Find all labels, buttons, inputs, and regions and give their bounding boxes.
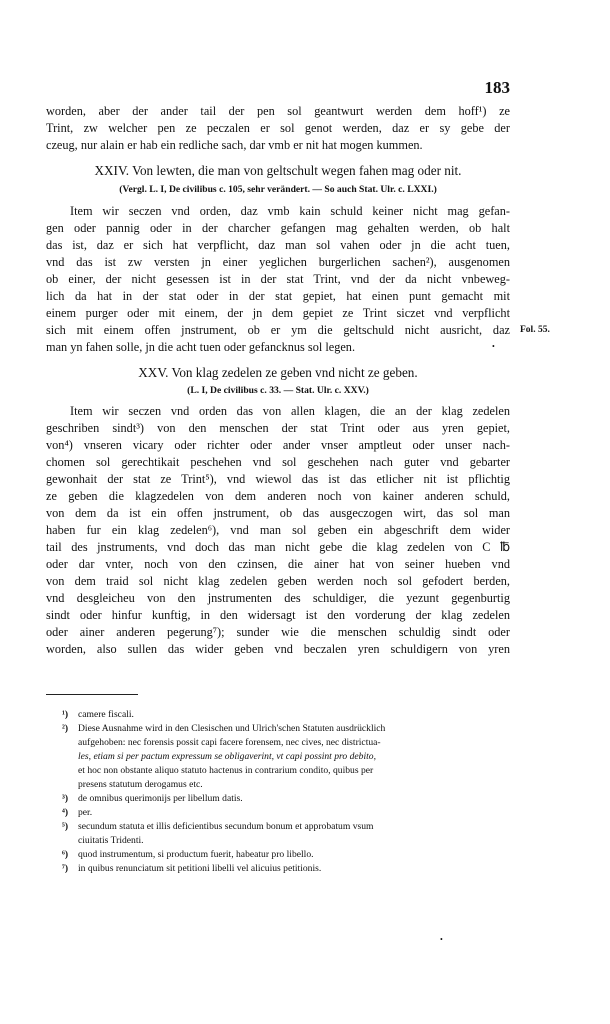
text-line: sindt oder hinfur kunftig, in den widersagt ist den vorderung der klag zedelen bbox=[46, 608, 510, 622]
footnote-continuation: presens statutum derogamus etc. bbox=[78, 779, 203, 790]
text-line: ob einer, der nicht gesessen ist in der stat Trint, vnd der da nicht vnbeweg- bbox=[46, 272, 510, 286]
footnote bbox=[62, 806, 512, 819]
text-line: ze geben die klagzedelen von dem anderen noch von kainer anderen schuld, bbox=[46, 489, 510, 503]
text-line: chomen sol gerechtikait peschehen vnd sol geschehen nach guter vnd gebarter bbox=[46, 455, 510, 469]
text-line: gewonhait der stat ze Trint⁵), vnd wiewol das ist das etlicher nit ist pflichtig bbox=[46, 472, 510, 486]
text-line: das ist, daz er sich hat verpflicht, daz man sol vahen oder jn die acht tuen, bbox=[46, 238, 510, 252]
text-line: von dem traid sol nicht klag zedelen geben werden noch sol gefodert berden, bbox=[46, 574, 510, 588]
text-line: von dem da ist ein offen jnstrument, ob das ausgeczogen wirt, das sol man bbox=[46, 506, 510, 520]
footnote-text: Diese Ausnahme wird in den Clesischen und Ulrich'schen Statuten ausdrücklich bbox=[78, 723, 386, 734]
footnote bbox=[62, 708, 512, 721]
footnote-mark: ⁴) bbox=[62, 807, 69, 818]
text-line: worden, aber der ander tail der pen sol geantwurt werden dem hoff¹) ze bbox=[46, 104, 510, 118]
margin-note: Fol. 55. bbox=[520, 325, 550, 335]
footnote-text: quod instrumentum, si productum fuerit, habeatur pro libello. bbox=[78, 849, 314, 860]
footnote-continuation: et hoc non obstante aliquo statuto hactenus in contrarium condito, quibus per bbox=[78, 765, 374, 776]
footnote bbox=[62, 792, 512, 805]
footnote-continuation: aufgehoben: nec forensis possit capi facere forensem, nec cives, nec districtua- bbox=[78, 737, 381, 748]
footnote bbox=[62, 722, 512, 735]
text-line: man yn fahen solle, jn die acht tuen oder gefancknus sol legen. bbox=[46, 340, 356, 354]
footnote bbox=[62, 820, 512, 833]
bottom-mark: • bbox=[440, 935, 443, 944]
footnote-rule bbox=[46, 694, 138, 695]
text-line: vnd desgleicheu von den jnstrumenten des schuldiger, die yezunt gegenburtig bbox=[46, 591, 510, 605]
footnote-text: secundum statuta et illis deficientibus secundum bonum et approbatum vsum bbox=[78, 821, 374, 832]
text-line: Trint, zw welcher pen ze peczalen er sol genot werden, daz er sy gebe der bbox=[46, 121, 510, 135]
section-heading: XXV. Von klag zedelen ze geben vnd nicht ze geben. bbox=[138, 365, 418, 380]
footnote-mark: ³) bbox=[62, 793, 69, 804]
text-line: haben fur ein klag zedelen⁶), vnd man sol geben ein abgeschrift dem wider bbox=[46, 523, 510, 537]
footnote bbox=[62, 862, 512, 875]
text-line: gen oder pannig oder in der charcher gefangen mag gehalten werden, ob halt bbox=[46, 221, 510, 235]
footnote-mark: ¹) bbox=[62, 709, 69, 720]
footnote-mark: ⁷) bbox=[62, 863, 69, 874]
footnote bbox=[62, 848, 512, 861]
text-line: von⁴) vnseren vicary oder richter oder ander vnser amptleut oder unser nach- bbox=[46, 438, 510, 452]
section-heading: XXIV. Von lewten, die man von geltschult wegen fahen mag oder nit. bbox=[94, 163, 462, 178]
footnote-text: de omnibus querimonijs per libellum datis. bbox=[78, 793, 243, 804]
text-line: vnd das ist zw versten jn einer yeglichen burgerlichen sachen²), ausgenomen bbox=[46, 255, 510, 269]
text-line: sich mit einem offen jnstrument, ob er ym die geltschuld nicht ausricht, daz bbox=[46, 323, 510, 337]
text-line: tail des jnstruments, vnd doch das man nicht gebe die klag zedelen von C ℔ bbox=[46, 540, 510, 554]
section-reference: (L. I, De civilibus c. 33. — Stat. Ulr. c. XXV.) bbox=[187, 385, 369, 396]
bullet-mark: • bbox=[492, 342, 495, 351]
footnote-continuation: ciuitatis Tridenti. bbox=[78, 835, 144, 846]
text-line: worden, also sullen das wider geben vnd beczalen yren schuldigern von yren bbox=[46, 642, 510, 656]
text-line: oder dar vnter, noch von den czinsen, die ainer hat von seiner hueben vnd bbox=[46, 557, 510, 571]
footnote-mark: ⁶) bbox=[62, 849, 69, 860]
text-line: czeug, nur alain er hab ein redliche sach, dar vmb er nit hat mogen kummen. bbox=[46, 138, 423, 152]
text-line: einem purger oder mit einem, der jn dem gepiet ze Trint siczet vnd verpflicht bbox=[46, 306, 510, 320]
text-line: Item wir seczen vnd orden das von allen klagen, die an der klag zedelen bbox=[70, 404, 510, 418]
footnote-mark: ⁵) bbox=[62, 821, 69, 832]
footnote-mark: ²) bbox=[62, 723, 69, 734]
text-line: oder ainer anderen pegerung⁷); sunder wie die menschen schuldig sindt oder bbox=[46, 625, 510, 639]
page-number: 183 bbox=[484, 78, 510, 97]
text-line: geschriben sindt³) von den menschen der stat Trint oder aus yren gepiet, bbox=[46, 421, 510, 435]
footnote-text: in quibus renunciatum sit petitioni libelli vel alicuius petitionis. bbox=[78, 863, 322, 874]
text-line: lich da hat in der stat oder in der stat gepiet, hat einen punt gemacht mit bbox=[46, 289, 510, 303]
section-reference: (Vergl. L. I, De civilibus c. 105, sehr verändert. — So auch Stat. Ulr. c. LXXI.) bbox=[119, 184, 437, 195]
text-line: Item wir seczen vnd orden, daz vmb kain schuld keiner nicht mag gefan- bbox=[70, 204, 510, 218]
footnote-continuation: les, etiam si per pactum expressum se obligaverint, vt capi possint pro debito, bbox=[78, 751, 376, 762]
footnote-text: camere fiscali. bbox=[78, 709, 134, 720]
footnote-text: per. bbox=[78, 807, 93, 818]
